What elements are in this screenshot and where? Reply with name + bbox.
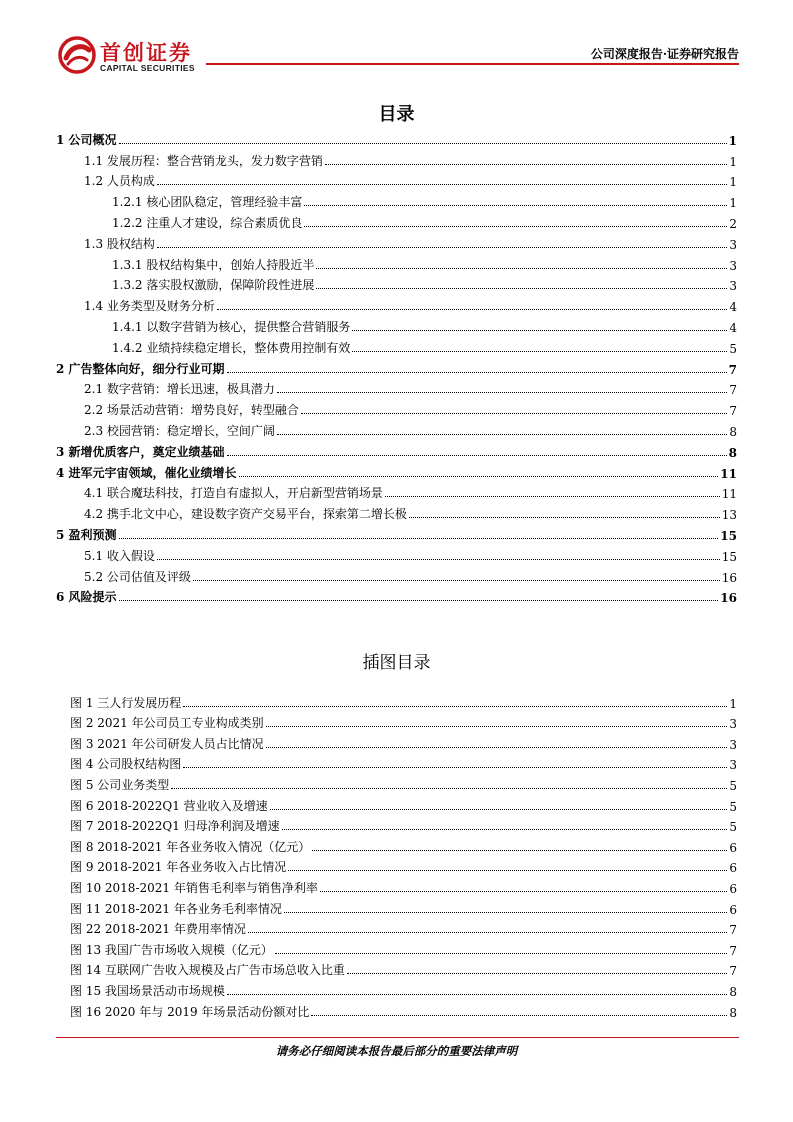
toc-entry-label: 1.3.1 股权结构集中，创始人持股近半 (112, 257, 315, 272)
toc-entry[interactable] (56, 481, 737, 502)
toc-entry[interactable] (56, 210, 737, 231)
toc-entry-page: 3 (729, 237, 737, 252)
dot-leader (239, 475, 719, 477)
toc-entry-page: 11 (720, 466, 737, 481)
dot-leader (320, 890, 728, 892)
figure-entry[interactable] (56, 937, 737, 958)
figure-entry-label: 图 9 2018-2021 年各业务收入占比情况 (70, 860, 287, 875)
dot-leader (347, 972, 727, 974)
toc-entry[interactable] (56, 418, 737, 439)
dot-leader (248, 931, 728, 933)
toc-entry-page: 4 (729, 300, 737, 315)
toc-entry-label: 1.1 发展历程：整合营销龙头，发力数字营销 (84, 153, 323, 168)
figure-entry-page: 5 (729, 778, 737, 793)
dot-leader (119, 599, 719, 601)
figure-entry-page: 8 (729, 984, 737, 999)
toc-entry-label: 5 盈利预测 (56, 527, 117, 542)
figure-entry-page: 3 (729, 717, 737, 732)
toc-entry[interactable] (56, 273, 737, 294)
dot-leader (284, 911, 728, 913)
figure-entry-page: 7 (729, 923, 737, 938)
dot-leader (183, 705, 727, 707)
dot-leader (282, 828, 728, 830)
toc-entry-page: 16 (720, 591, 737, 606)
toc-entry[interactable] (56, 189, 737, 210)
toc-entry-page: 1 (729, 154, 737, 169)
footer-divider (56, 1037, 739, 1038)
toc-entry-page: 1 (728, 133, 737, 148)
toc-entry[interactable] (56, 501, 737, 522)
dot-leader (227, 993, 727, 995)
toc-entry[interactable] (56, 397, 737, 418)
dot-leader (352, 329, 727, 331)
dot-leader (385, 495, 720, 497)
dot-leader (352, 350, 727, 352)
toc-entry-label: 1.2.2 注重人才建设，综合素质优良 (112, 215, 303, 230)
toc-entry[interactable] (56, 314, 737, 335)
dot-leader (409, 516, 720, 518)
figure-entry-label: 图 4 公司股权结构图 (70, 757, 182, 772)
toc-entry-label: 2 广告整体向好，细分行业可期 (56, 361, 225, 376)
legal-disclaimer-notice: 请务必仔细阅读本报告最后部分的重要法律声明 (275, 1044, 518, 1058)
figure-entry[interactable] (56, 752, 737, 773)
toc-entry-label: 1 公司概况 (56, 132, 117, 147)
figure-list (56, 690, 737, 1020)
dot-leader (157, 558, 720, 560)
logo-emblem-icon (58, 36, 96, 74)
toc-entry[interactable] (56, 543, 737, 564)
dot-leader (304, 225, 727, 227)
toc-entry[interactable] (56, 127, 737, 148)
toc-entry-page: 3 (729, 279, 737, 294)
toc-entry[interactable] (56, 231, 737, 252)
toc-entry-label: 1.2 人员构成 (84, 174, 155, 189)
toc-entry-label: 1.4 业务类型及财务分析 (84, 299, 215, 314)
toc-entry-label: 5.1 收入假设 (84, 548, 155, 563)
dot-leader (119, 142, 727, 144)
figure-entry[interactable] (56, 793, 737, 814)
page-header (56, 34, 739, 74)
figure-entry-label: 图 16 2020 年与 2019 年场景活动份额对比 (70, 1004, 310, 1019)
figure-entry-page: 6 (729, 840, 737, 855)
dot-leader (288, 869, 727, 871)
figure-entry-page: 5 (729, 820, 737, 835)
figure-entry-page: 6 (729, 881, 737, 896)
figure-entry[interactable] (56, 834, 737, 855)
dot-leader (304, 204, 727, 206)
toc-entry[interactable] (56, 356, 737, 377)
figure-entry-label: 图 2 2021 年公司员工专业构成类别 (70, 716, 264, 731)
report-type-label: 公司深度报告·证券研究报告 (590, 47, 739, 61)
figure-entry[interactable] (56, 814, 737, 835)
toc-entry-page: 4 (729, 320, 737, 335)
figure-entry-page: 5 (729, 799, 737, 814)
figure-entry[interactable] (56, 917, 737, 938)
figure-entry-label: 图 11 2018-2021 年各业务毛利率情况 (70, 901, 282, 916)
toc-entry[interactable] (56, 460, 737, 481)
toc-entry-page: 15 (721, 549, 737, 564)
figure-entry[interactable] (56, 978, 737, 999)
toc-entry-label: 2.3 校园营销：稳定增长，空间广阔 (84, 423, 275, 438)
figure-list-title: 插图目录 (362, 653, 431, 673)
toc-entry[interactable] (56, 169, 737, 190)
toc-entry-page: 7 (729, 404, 737, 419)
toc-entry[interactable] (56, 293, 737, 314)
toc-entry-page: 5 (729, 341, 737, 356)
dot-leader (157, 246, 727, 248)
figure-entry-page: 6 (729, 861, 737, 876)
toc-entry-page: 3 (729, 258, 737, 273)
dot-leader (227, 371, 727, 373)
toc-entry-label: 1.2.1 核心团队稳定，管理经验丰富 (112, 195, 303, 210)
dot-leader (312, 849, 727, 851)
figure-entry[interactable] (56, 711, 737, 732)
toc-entry-label: 4.1 联合魔珐科技，打造自有虚拟人，开启新型营销场景 (84, 486, 383, 501)
toc-entry-page: 1 (729, 175, 737, 190)
dot-leader (275, 952, 727, 954)
toc-entry-label: 6 风险提示 (56, 590, 117, 605)
toc-entry-page: 2 (729, 216, 737, 231)
dot-leader (316, 267, 727, 269)
dot-leader (193, 579, 720, 581)
figure-entry-label: 图 14 互联网广告收入规模及占广告市场总收入比重 (70, 963, 345, 978)
figure-entry-label: 图 8 2018-2021 年各业务收入情况（亿元） (70, 839, 311, 854)
toc-entry[interactable] (56, 252, 737, 273)
figure-entry-page: 8 (729, 1005, 737, 1020)
dot-leader (277, 391, 727, 393)
figure-entry-page: 3 (729, 737, 737, 752)
dot-leader (183, 766, 727, 768)
figure-entry[interactable] (56, 875, 737, 896)
figure-entry-label: 图 7 2018-2022Q1 归母净利润及增速 (70, 819, 280, 834)
dot-leader (266, 725, 728, 727)
toc-entry[interactable] (56, 439, 737, 460)
dot-leader (270, 808, 728, 810)
figure-entry-page: 7 (729, 964, 737, 979)
toc-entry-page: 11 (721, 487, 737, 502)
dot-leader (277, 433, 727, 435)
toc-entry[interactable] (56, 148, 737, 169)
figure-entry[interactable] (56, 772, 737, 793)
toc-entry-label: 2.1 数字营销：增长迅速，极具潜力 (84, 382, 275, 397)
toc-entry-page: 16 (721, 570, 737, 585)
figure-entry-label: 图 5 公司业务类型 (70, 777, 170, 792)
toc-entry-label: 1.3 股权结构 (84, 236, 155, 251)
toc-entry-page: 15 (720, 528, 737, 543)
figure-entry-label: 图 6 2018-2022Q1 营业收入及增速 (70, 798, 268, 813)
figure-entry-label: 图 10 2018-2021 年销售毛利率与销售净利率 (70, 880, 318, 895)
toc-entry[interactable] (56, 377, 737, 398)
figure-entry-label: 图 1 三人行发展历程 (70, 695, 182, 710)
toc-entry-page: 13 (721, 508, 737, 523)
toc-entry-label: 4.2 携手北文中心，建设数字资产交易平台，探索第二增长极 (84, 507, 407, 522)
figure-entry-page: 1 (729, 696, 737, 711)
dot-leader (217, 308, 727, 310)
toc-entry-page: 8 (729, 424, 737, 439)
toc-entry-label: 1.3.2 落实股权激励，保障阶段性进展 (112, 278, 315, 293)
header-divider (206, 63, 739, 65)
dot-leader (157, 183, 727, 185)
figure-entry[interactable] (56, 731, 737, 752)
toc-entry[interactable] (56, 522, 737, 543)
figure-entry[interactable] (56, 896, 737, 917)
dot-leader (266, 746, 728, 748)
toc-entry-label: 1.4.2 业绩持续稳定增长，整体费用控制有效 (112, 340, 351, 355)
dot-leader (171, 787, 727, 789)
toc-entry-label: 3 新增优质客户，奠定业绩基础 (56, 444, 225, 459)
figure-entry[interactable] (56, 855, 737, 876)
figure-entry-label: 图 13 我国广告市场收入规模（亿元） (70, 942, 273, 957)
dot-leader (227, 454, 727, 456)
toc-entry-page: 8 (728, 445, 737, 460)
logo-chinese-name: 首创证券 (100, 41, 192, 65)
figure-entry[interactable] (56, 690, 737, 711)
toc-entry-label: 2.2 场景活动营销：增势良好，转型融合 (84, 403, 299, 418)
toc-entry[interactable] (56, 585, 737, 606)
toc-title: 目录 (378, 104, 415, 125)
dot-leader (325, 163, 727, 165)
dot-leader (301, 412, 727, 414)
toc-entry[interactable] (56, 564, 737, 585)
table-of-contents (56, 127, 737, 605)
toc-entry-label: 1.4.1 以数字营销为核心，提供整合营销服务 (112, 319, 351, 334)
figure-entry-page: 7 (729, 943, 737, 958)
toc-entry[interactable] (56, 335, 737, 356)
dot-leader (119, 537, 719, 539)
toc-entry-label: 5.2 公司估值及评级 (84, 569, 191, 584)
dot-leader (316, 287, 727, 289)
figure-entry[interactable] (56, 999, 737, 1020)
toc-entry-page: 7 (729, 383, 737, 398)
toc-entry-page: 7 (728, 362, 737, 377)
toc-entry-label: 4 进军元宇宙领域，催化业绩增长 (56, 465, 237, 480)
figure-entry[interactable] (56, 958, 737, 979)
dot-leader (311, 1014, 727, 1016)
figure-entry-label: 图 22 2018-2021 年费用率情况 (70, 922, 246, 937)
figure-entry-page: 3 (729, 758, 737, 773)
figure-entry-label: 图 3 2021 年公司研发人员占比情况 (70, 736, 264, 751)
logo-english-name: CAPITAL SECURITIES (100, 63, 195, 73)
company-logo (56, 34, 216, 74)
figure-entry-label: 图 15 我国场景活动市场规模 (70, 983, 225, 998)
toc-entry-page: 1 (729, 196, 737, 211)
figure-entry-page: 6 (729, 902, 737, 917)
